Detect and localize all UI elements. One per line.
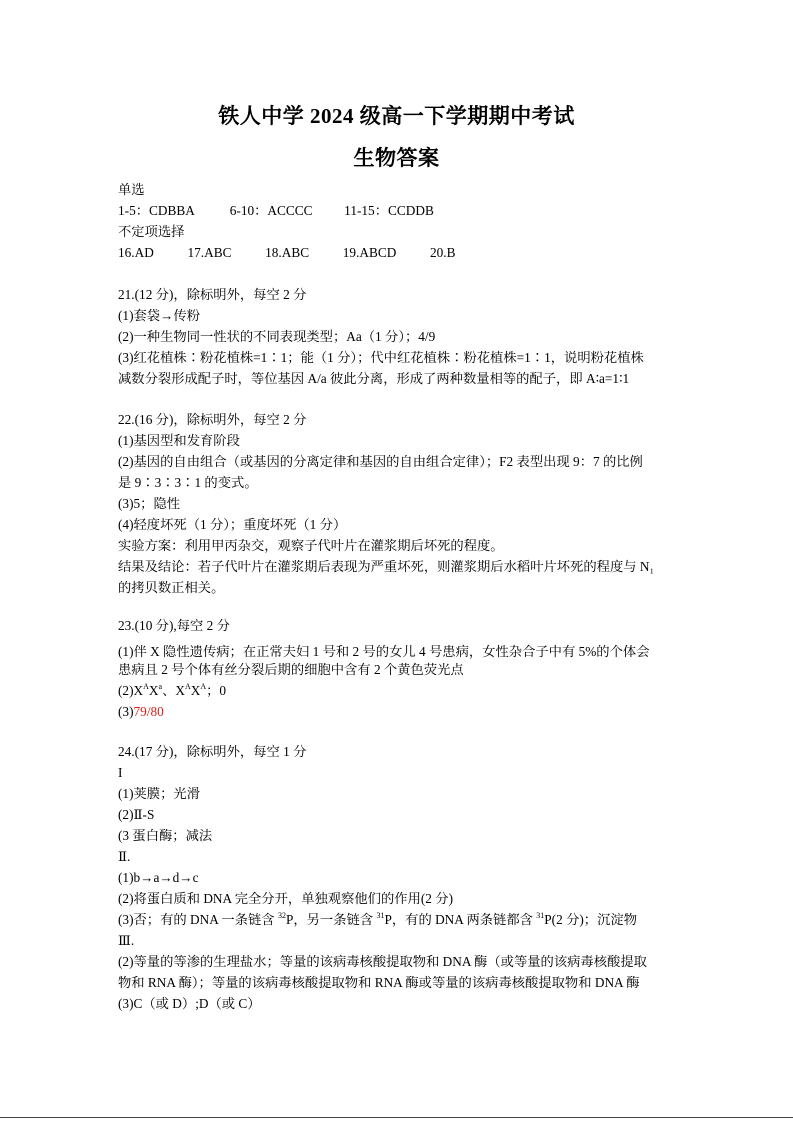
answer-19: 19.ABCD: [342, 245, 397, 260]
q22-line-6: 实验方案：利用甲丙杂交，观察子代叶片在灌浆期后坏死的程度。: [118, 538, 504, 553]
answers-1-5: 1-5：CDBBA: [118, 203, 195, 218]
q22-line-4: (3)5；隐性: [118, 496, 181, 511]
q22-line-7: 结果及结论：若子代叶片在灌浆期后表现为严重坏死，则灌浆期后水稻叶片坏死的程度与 N₁: [118, 559, 655, 574]
single-choice-heading: 单选: [118, 182, 145, 197]
q21-line-3: (3)红花植株∶粉花植株=1∶1；能（1 分）；代中红花植株∶粉花植株=1∶1，说明粉花植株: [118, 350, 644, 365]
isotope-superscript: 31: [536, 911, 545, 920]
q24-text: P，有的 DNA 两条链都含: [384, 912, 537, 927]
answer-18: 18.ABC: [265, 245, 310, 260]
q22-line-1: (1)基因型和发育阶段: [118, 433, 240, 448]
allele-superscript: A: [184, 682, 191, 691]
q21-line-2: (2)一种生物同一性状的不同表现类型；Aa（1 分）；4/9: [118, 329, 436, 344]
allele-superscript: a: [158, 682, 163, 691]
genotype-text: X: [190, 683, 201, 698]
q22-heading: 22.(16 分)，除标明外，每空 2 分: [118, 412, 307, 427]
q24-line-5: Ⅱ.: [118, 849, 131, 864]
q23-heading: 23.(10 分),每空 2 分: [118, 618, 230, 633]
answers-6-10: 6-10：ACCCC: [229, 203, 313, 218]
q23-sub3-answer-red: 79/80: [133, 704, 164, 719]
answer-16: 16.AD: [118, 245, 154, 260]
q24-line-9: Ⅲ.: [118, 933, 135, 948]
q24-heading: 24.(17 分)，除标明外，每空 1 分: [118, 744, 307, 759]
page-subtitle: 生物答案: [353, 146, 440, 170]
q24-line-4: (3 蛋白酶；减法: [118, 828, 213, 843]
q23-line-3: [118, 682, 226, 700]
answers-11-15: 11-15：CCDDB: [344, 203, 434, 218]
answer-17: 17.ABC: [187, 245, 232, 260]
q23-line-1: (1)伴 X 隐性遗传病；在正常夫妇 1 号和 2 号的女儿 4 号患病，女性杂合子中有 5%的个体会: [118, 644, 650, 659]
q24-line-11: 物和 RNA 酶）；等量的该病毒核酸提取物和 RNA 酶或等量的该病毒核酸提取物和 DNA 酶: [118, 975, 640, 990]
page-bottom-rule: [0, 1117, 793, 1118]
single-choice-answers: [118, 202, 434, 220]
q24-line-12: (3)C（或 D）;D（或 C）: [118, 996, 261, 1011]
q22-line-2: (2)基因的自由组合（或基因的分离定律和基因的自由组合定律）；F2 表型出现 9：7 的比例: [118, 454, 643, 469]
q24-line-8: [118, 911, 637, 929]
q24-line-7: (2)将蛋白质和 DNA 完全分开，单独观察他们的作用(2 分): [118, 891, 453, 906]
q21-line-4: 减数分裂形成配子时，等位基因 A/a 彼此分离，形成了两种数量相等的配子，即 A∶a=1∶1: [118, 371, 630, 386]
q24-line-1: I: [118, 765, 123, 780]
allele-superscript: A: [143, 682, 149, 691]
q24-line-3: (2)Ⅱ-S: [118, 807, 155, 822]
q23-line-2: 患病且 2 号个体有丝分裂后期的细胞中含有 2 个黄色荧光点: [118, 662, 464, 677]
q21-line-1: (1)套袋→传粉: [118, 308, 200, 323]
genotype-text: X: [148, 683, 159, 698]
multi-choice-heading: 不定项选择: [118, 224, 185, 239]
page-title: 铁人中学 2024 级高一下学期期中考试: [218, 104, 575, 128]
isotope-superscript: 32: [277, 911, 286, 920]
q22-line-3: 是 9∶3∶3∶1 的变式。: [118, 475, 258, 490]
isotope-superscript: 31: [376, 911, 385, 920]
q22-line-8: 的拷贝数正相关。: [118, 580, 225, 595]
q24-text: P(2 分)；沉淀物: [544, 912, 637, 927]
multi-choice-answers: [118, 244, 455, 262]
q24-line-2: (1)荚膜；光滑: [118, 786, 200, 801]
answer-20: 20.B: [429, 245, 456, 260]
genotype-text: 、X: [162, 683, 185, 698]
q24-line-6: (1)b→a→d→c: [118, 870, 199, 885]
q24-text: (3)否；有的 DNA 一条链含: [118, 912, 278, 927]
q24-text: P，另一条链含: [285, 912, 377, 927]
q23-line-4: [118, 703, 164, 721]
q24-line-10: (2)等量的等渗的生理盐水；等量的该病毒核酸提取物和 DNA 酶（或等量的该病毒核酸提取: [118, 954, 647, 969]
allele-superscript: A: [200, 682, 207, 691]
q21-heading: 21.(12 分)，除标明外，每空 2 分: [118, 287, 307, 302]
genotype-text: (2)X: [118, 683, 144, 698]
q22-line-5: (4)轻度坏死（1 分）；重度坏死（1 分）: [118, 517, 347, 532]
genotype-text: ；0: [206, 683, 227, 698]
q23-sub3-label: (3): [118, 704, 134, 719]
